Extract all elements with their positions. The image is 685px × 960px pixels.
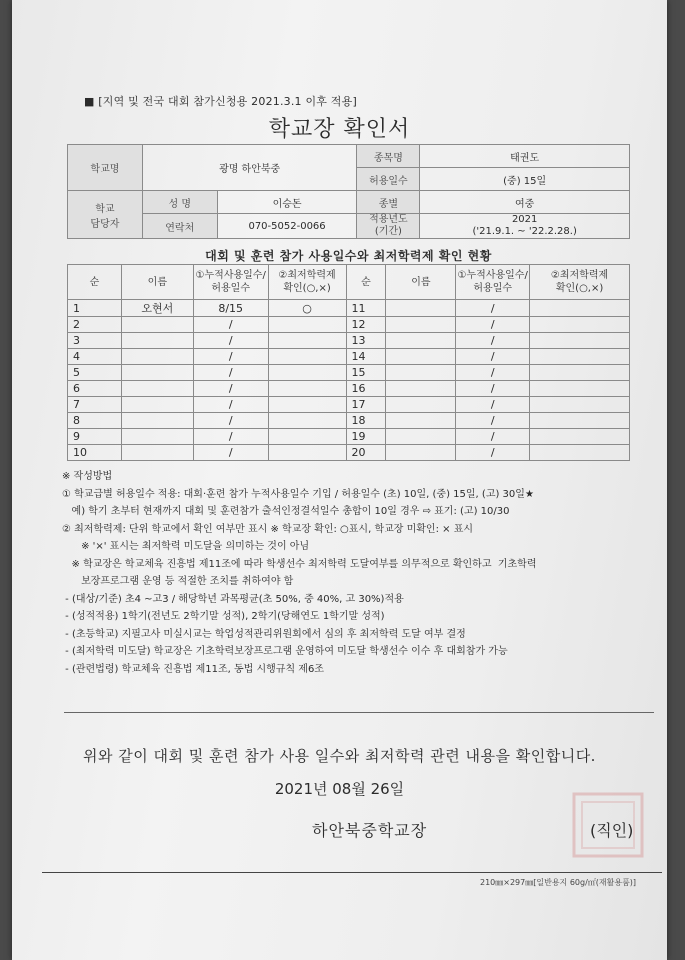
row-name: [121, 445, 193, 461]
row-days-2: /: [456, 365, 530, 381]
name-value: 이승돈: [217, 191, 357, 214]
row-days: /: [193, 317, 268, 333]
row-no: 5: [68, 365, 122, 381]
contact-label: 연락처: [142, 214, 217, 239]
page-title: 학교장 확인서: [268, 117, 411, 142]
row-check: [268, 333, 346, 349]
row-check: [268, 429, 346, 445]
header-check: ②최저학력제 확인(○,×): [268, 265, 346, 300]
row-check-2: [530, 333, 630, 349]
row-name: [121, 349, 193, 365]
header-no-2: 순: [346, 265, 386, 300]
table-row: [68, 397, 630, 413]
row-days: /: [193, 429, 268, 445]
seal-label: (직인): [590, 821, 634, 840]
row-no-2: 16: [346, 381, 386, 397]
row-days-2: /: [456, 349, 530, 365]
row-no-2: 20: [346, 445, 386, 461]
row-no: 7: [68, 397, 122, 413]
row-days-2: /: [456, 300, 530, 317]
row-days: /: [193, 397, 268, 413]
row-name-2: [386, 413, 456, 429]
row-check: [268, 413, 346, 429]
sport-label: 종목명: [357, 145, 420, 168]
row-name: 오현서: [121, 300, 193, 317]
row-check-2: [530, 349, 630, 365]
row-check-2: [530, 381, 630, 397]
row-check-2: [530, 445, 630, 461]
row-days-2: /: [456, 397, 530, 413]
name-label: 성 명: [142, 191, 217, 214]
section-title: 대회 및 훈련 참가 사용일수와 최저학력제 확인 현황: [205, 249, 492, 263]
table-row: [68, 381, 630, 397]
note-line: ※ 작성방법: [62, 471, 113, 482]
header-name: 이름: [121, 265, 193, 300]
table-row: [68, 413, 630, 429]
row-no-2: 12: [346, 317, 386, 333]
row-name: [121, 365, 193, 381]
row-name-2: [386, 317, 456, 333]
header-name-2: 이름: [386, 265, 456, 300]
row-days: /: [193, 413, 268, 429]
row-name: [121, 413, 193, 429]
row-days-2: /: [456, 413, 530, 429]
school-label: 학교명: [68, 145, 143, 191]
row-days-2: /: [456, 429, 530, 445]
row-check: [268, 397, 346, 413]
gender-label: 종별: [357, 191, 420, 214]
note-line: - (성적적용) 1학기(전년도 2학기말 성적), 2학기(당해연도 1학기말 성적): [62, 611, 385, 622]
row-check: [268, 349, 346, 365]
row-name-2: [386, 429, 456, 445]
row-days: /: [193, 333, 268, 349]
header-no: 순: [68, 265, 122, 300]
row-no-2: 17: [346, 397, 386, 413]
note-line: ※ '×' 표시는 최저학력 미도달을 의미하는 것이 아님: [62, 541, 310, 552]
row-check-2: [530, 413, 630, 429]
row-check-2: [530, 397, 630, 413]
date-text: 2021년 08월 26일: [274, 780, 405, 798]
row-name-2: [386, 397, 456, 413]
table-row: [68, 349, 630, 365]
row-check-2: [530, 365, 630, 381]
row-days-2: /: [456, 381, 530, 397]
row-days-2: /: [456, 333, 530, 349]
row-days: /: [193, 349, 268, 365]
allowed-days-value: (중) 15일: [420, 168, 630, 191]
header-days: ①누적사용일수/ 허용일수: [193, 265, 268, 300]
row-no-2: 13: [346, 333, 386, 349]
note-line: ① 학교급별 허용일수 적용: 대회·훈련 참가 누적사용일수 기입 / 허용일수 (초) 10일, (중) 15일, (고) 30일★: [62, 488, 534, 500]
row-no: 2: [68, 317, 122, 333]
row-name: [121, 317, 193, 333]
header-days-2: ①누적사용일수/ 허용일수: [456, 265, 530, 300]
bottom-divider: [42, 872, 662, 873]
row-name-2: [386, 381, 456, 397]
row-check: [268, 445, 346, 461]
row-days-2: /: [456, 445, 530, 461]
row-no: 6: [68, 381, 122, 397]
gender-value: 여중: [420, 191, 630, 214]
row-check: [268, 365, 346, 381]
note-line: 예) 학기 초부터 현재까지 대회 및 훈련참가 출석인정결석일수 총합이 10일 경우 ⇨ 표기: (고) 10/30: [62, 506, 510, 517]
row-name: [121, 397, 193, 413]
table-row: [68, 445, 630, 461]
note-line: - (관련법령) 학교체육 진흥법 제11조, 동법 시행규칙 제6조: [62, 663, 324, 675]
row-check: [268, 381, 346, 397]
contact-value: 070-5052-0066: [217, 214, 357, 239]
note-line: - (최저학력 미도달) 학교장은 기초학력보장프로그램 운영하여 미도달 학생선수 이수 후 대회참가 가능: [62, 646, 508, 657]
row-days: /: [193, 445, 268, 461]
row-no: 1: [68, 300, 122, 317]
confirmation-text: 위와 같이 대회 및 훈련 참가 사용 일수와 최저학력 관련 내용을 확인합니다.: [83, 747, 596, 765]
row-no: 8: [68, 413, 122, 429]
header-note: ■ [지역 및 전국 대회 참가신청용 2021.3.1 이후 적용]: [84, 95, 357, 108]
info-table: [67, 144, 630, 239]
note-line: - (대상/기준) 초4 ~고3 / 해당학년 과목평균(초 50%, 중 40%, 고 30%)적용: [62, 593, 404, 605]
table-row: [68, 365, 630, 381]
row-no-2: 19: [346, 429, 386, 445]
row-no-2: 18: [346, 413, 386, 429]
divider-line: [64, 712, 654, 713]
principal-text: 하안북중학교장: [312, 821, 428, 840]
period-value: ('21.9.1. ~ '22.2.28.): [472, 226, 577, 237]
table-row: [68, 317, 630, 333]
row-no: 10: [68, 445, 122, 461]
row-check: [268, 317, 346, 333]
notes-section: [62, 468, 662, 678]
row-no-2: 15: [346, 365, 386, 381]
school-value: 광명 하안북중: [142, 145, 357, 191]
row-days: /: [193, 381, 268, 397]
staff-label: 학교 담당자: [68, 191, 143, 239]
row-name-2: [386, 333, 456, 349]
paper-spec-footer: 210㎜×297㎜[일반용지 60g/㎡(재활용품)]: [480, 878, 637, 887]
row-check-2: [530, 300, 630, 317]
row-no: 9: [68, 429, 122, 445]
row-name: [121, 381, 193, 397]
sport-value: 태권도: [420, 145, 630, 168]
row-no: 4: [68, 349, 122, 365]
year-label: 적용년도 (기간): [357, 214, 420, 239]
note-line: 보장프로그램 운영 등 적절한 조치를 취하여야 함: [62, 576, 294, 587]
note-line: - (초등학교) 지필고사 미실시교는 학업성적관리위원회에서 심의 후 최저학력 도달 여부 결정: [62, 628, 466, 640]
table-row: [68, 300, 630, 317]
row-name-2: [386, 445, 456, 461]
row-check-2: [530, 429, 630, 445]
row-name: [121, 333, 193, 349]
participation-table: [67, 264, 630, 461]
row-no-2: 11: [346, 300, 386, 317]
row-name: [121, 429, 193, 445]
allowed-days-label: 허용일수: [357, 168, 420, 191]
row-name-2: [386, 365, 456, 381]
row-no: 3: [68, 333, 122, 349]
row-name-2: [386, 349, 456, 365]
row-no-2: 14: [346, 349, 386, 365]
table-row: [68, 333, 630, 349]
document-page: [12, 0, 667, 960]
row-days: 8/15: [193, 300, 268, 317]
note-line: ※ 학교장은 학교체육 진흥법 제11조에 따라 학생선수 최저학력 도달여부를 의무적으로 확인하고 기초학력: [62, 558, 537, 570]
row-name-2: [386, 300, 456, 317]
year-cell: [420, 214, 630, 239]
note-line: ② 최저학력제: 단위 학교에서 확인 여부만 표시 ※ 학교장 확인: ○표시, 학교장 미확인: × 표시: [62, 523, 474, 535]
header-check-2: ②최저학력제 확인(○,×): [530, 265, 630, 300]
row-days-2: /: [456, 317, 530, 333]
row-check: ○: [268, 300, 346, 317]
row-days: /: [193, 365, 268, 381]
row-check-2: [530, 317, 630, 333]
table-row: [68, 429, 630, 445]
table-header-row: [68, 265, 630, 300]
year-value: 2021: [511, 214, 538, 225]
